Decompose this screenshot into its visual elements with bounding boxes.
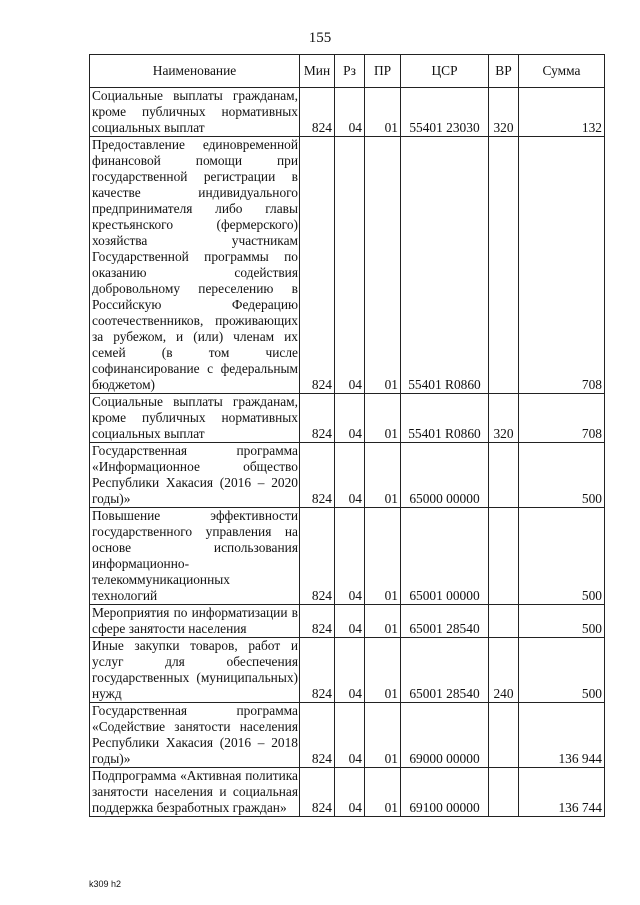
row-pr: 01 bbox=[365, 703, 401, 768]
row-min: 824 bbox=[300, 88, 335, 137]
row-name: Иные закупки товаров, работ и услуг для обеспечения государственных (муниципальных) нужд bbox=[90, 638, 300, 703]
page-number: 155 bbox=[308, 30, 332, 46]
row-csr: 69000 00000 bbox=[401, 703, 489, 768]
row-csr: 55401 R0860 bbox=[401, 394, 489, 443]
row-name: Подпрограмма «Активная политика занятости населения и социальная поддержка безработных граждан» bbox=[90, 768, 300, 817]
row-rz: 04 bbox=[335, 508, 365, 605]
row-min: 824 bbox=[300, 394, 335, 443]
row-name: Государственная программа «Содействие занятости населения Республики Хакасия (2016 – 2018 годы)» bbox=[90, 703, 300, 768]
row-sum: 136 944 bbox=[519, 703, 605, 768]
header-csr: ЦСР bbox=[401, 55, 489, 88]
row-vr bbox=[489, 443, 519, 508]
row-vr bbox=[489, 703, 519, 768]
table-row bbox=[90, 768, 605, 817]
table-row bbox=[90, 443, 605, 508]
header-name: Наименование bbox=[90, 55, 300, 88]
row-sum: 500 bbox=[519, 638, 605, 703]
table-row bbox=[90, 605, 605, 638]
row-pr: 01 bbox=[365, 508, 401, 605]
row-sum: 500 bbox=[519, 508, 605, 605]
header-vr: ВР bbox=[489, 55, 519, 88]
row-csr: 69100 00000 bbox=[401, 768, 489, 817]
row-name: Предоставление единовременной финансовой помощи при государственной регистрации в качестве индивидуального предпринимателя либо главы крестьянского (фермерского) хозяйства участникам Государственной программы по оказанию содействия добровольному переселению в Российскую Федерацию соотечественников, проживающих за рубежом, и (или) членам их семей (в том числе софинансирование с федеральным бюджетом) bbox=[90, 137, 300, 394]
table-row bbox=[90, 703, 605, 768]
row-name: Повышение эффективности государственного управления на основе использования информационно-телекоммуникационных технологий bbox=[90, 508, 300, 605]
row-sum: 708 bbox=[519, 137, 605, 394]
row-csr: 65001 28540 bbox=[401, 605, 489, 638]
row-min: 824 bbox=[300, 508, 335, 605]
row-vr: 240 bbox=[489, 638, 519, 703]
row-sum: 132 bbox=[519, 88, 605, 137]
row-min: 824 bbox=[300, 768, 335, 817]
row-csr: 65000 00000 bbox=[401, 443, 489, 508]
row-csr: 65001 00000 bbox=[401, 508, 489, 605]
table-row bbox=[90, 88, 605, 137]
row-pr: 01 bbox=[365, 394, 401, 443]
row-min: 824 bbox=[300, 443, 335, 508]
row-min: 824 bbox=[300, 703, 335, 768]
row-rz: 04 bbox=[335, 768, 365, 817]
row-pr: 01 bbox=[365, 605, 401, 638]
row-min: 824 bbox=[300, 638, 335, 703]
row-sum: 136 744 bbox=[519, 768, 605, 817]
table-header-row bbox=[90, 55, 605, 88]
row-csr: 55401 23030 bbox=[401, 88, 489, 137]
table-row bbox=[90, 508, 605, 605]
row-rz: 04 bbox=[335, 638, 365, 703]
row-pr: 01 bbox=[365, 137, 401, 394]
table-row bbox=[90, 137, 605, 394]
budget-table bbox=[89, 54, 605, 817]
row-vr bbox=[489, 768, 519, 817]
row-vr bbox=[489, 508, 519, 605]
row-sum: 500 bbox=[519, 605, 605, 638]
header-sum: Сумма bbox=[519, 55, 605, 88]
row-pr: 01 bbox=[365, 88, 401, 137]
row-pr: 01 bbox=[365, 768, 401, 817]
row-name: Государственная программа «Информационное общество Республики Хакасия (2016 – 2020 годы)» bbox=[90, 443, 300, 508]
row-rz: 04 bbox=[335, 88, 365, 137]
row-vr bbox=[489, 137, 519, 394]
row-sum: 500 bbox=[519, 443, 605, 508]
row-sum: 708 bbox=[519, 394, 605, 443]
row-name: Мероприятия по информатизации в сфере занятости населения bbox=[90, 605, 300, 638]
header-rz: Рз bbox=[335, 55, 365, 88]
row-rz: 04 bbox=[335, 605, 365, 638]
footer-code: k309 h2 bbox=[89, 879, 122, 889]
row-csr: 65001 28540 bbox=[401, 638, 489, 703]
table-row bbox=[90, 638, 605, 703]
row-vr: 320 bbox=[489, 88, 519, 137]
row-pr: 01 bbox=[365, 638, 401, 703]
row-name: Социальные выплаты гражданам, кроме публичных нормативных социальных выплат bbox=[90, 394, 300, 443]
row-name: Социальные выплаты гражданам, кроме публичных нормативных социальных выплат bbox=[90, 88, 300, 137]
row-rz: 04 bbox=[335, 703, 365, 768]
row-vr bbox=[489, 605, 519, 638]
table-row bbox=[90, 394, 605, 443]
row-pr: 01 bbox=[365, 443, 401, 508]
row-vr: 320 bbox=[489, 394, 519, 443]
row-rz: 04 bbox=[335, 137, 365, 394]
row-min: 824 bbox=[300, 605, 335, 638]
row-min: 824 bbox=[300, 137, 335, 394]
row-rz: 04 bbox=[335, 443, 365, 508]
row-csr: 55401 R0860 bbox=[401, 137, 489, 394]
header-pr: ПР bbox=[365, 55, 401, 88]
row-rz: 04 bbox=[335, 394, 365, 443]
header-min: Мин bbox=[300, 55, 335, 88]
